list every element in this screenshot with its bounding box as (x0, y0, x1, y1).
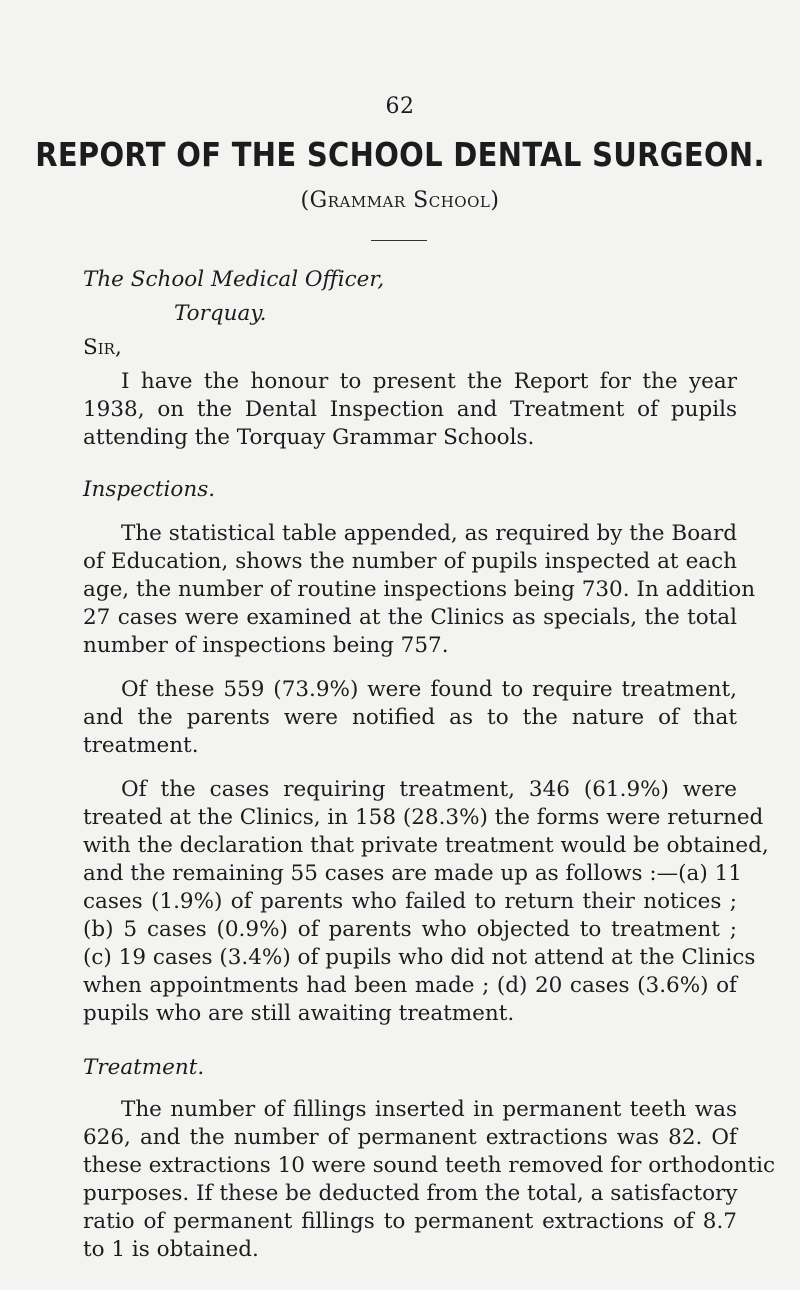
paragraph-line: pupils who are still awaiting treatment. (83, 1001, 515, 1026)
section-heading-inspections: Inspections. (83, 477, 216, 502)
paragraph-line: purposes. If these be deducted from the total, a satisfactory (83, 1181, 738, 1206)
paragraph-line: number of inspections being 757. (83, 633, 449, 658)
address-line-1: The School Medical Officer, (83, 267, 385, 292)
paragraph-line: age, the number of routine inspections being 730. In addition (83, 577, 756, 602)
paragraph-line: and the remaining 55 cases are made up as follows :—(a) 11 (83, 861, 742, 886)
intro-line: 1938, on the Dental Inspection and Treatment of pupils (83, 397, 737, 422)
paragraph-line: Of these 559 (73.9%) were found to require treatment, (121, 677, 737, 702)
paragraph-line: 626, and the number of permanent extractions was 82. Of (83, 1125, 737, 1150)
paragraph-line: The statistical table appended, as required by the Board (121, 521, 737, 546)
paragraph-line: treated at the Clinics, in 158 (28.3%) the forms were returned (83, 805, 764, 830)
paragraph-line: The number of fillings inserted in permanent teeth was (121, 1097, 737, 1122)
report-subtitle: (Grammar School) (300, 188, 500, 213)
paragraph-line: 27 cases were examined at the Clinics as specials, the total (83, 605, 737, 630)
paragraph-line: (b) 5 cases (0.9%) of parents who objected to treatment ; (83, 917, 737, 942)
paragraph-line: cases (1.9%) of parents who failed to return their notices ; (83, 889, 737, 914)
paragraph-line: Of the cases requiring treatment, 346 (61.9%) were (121, 777, 737, 802)
address-line-2: Torquay. (174, 301, 267, 326)
paragraph-line: treatment. (83, 733, 199, 758)
intro-line: I have the honour to present the Report for the year (121, 369, 737, 394)
paragraph-line: of Education, shows the number of pupils inspected at each (83, 549, 737, 574)
report-title: REPORT OF THE SCHOOL DENTAL SURGEON. (35, 135, 765, 175)
paragraph-line: to 1 is obtained. (83, 1237, 259, 1262)
paragraph-line: ratio of permanent fillings to permanent extractions of 8.7 (83, 1209, 737, 1234)
page-number: 62 (385, 94, 415, 119)
paragraph-line: when appointments had been made ; (d) 20 cases (3.6%) of (83, 973, 737, 998)
salutation: Sir, (83, 335, 122, 360)
intro-line: attending the Torquay Grammar Schools. (83, 425, 535, 450)
paragraph-line: with the declaration that private treatment would be obtained, (83, 833, 769, 858)
section-heading-treatment: Treatment. (83, 1055, 205, 1080)
paragraph-line: and the parents were notified as to the nature of that (83, 705, 737, 730)
title-divider (371, 240, 427, 241)
paragraph-line: these extractions 10 were sound teeth removed for orthodontic (83, 1153, 776, 1178)
paragraph-line: (c) 19 cases (3.4%) of pupils who did not attend at the Clinics (83, 945, 756, 970)
